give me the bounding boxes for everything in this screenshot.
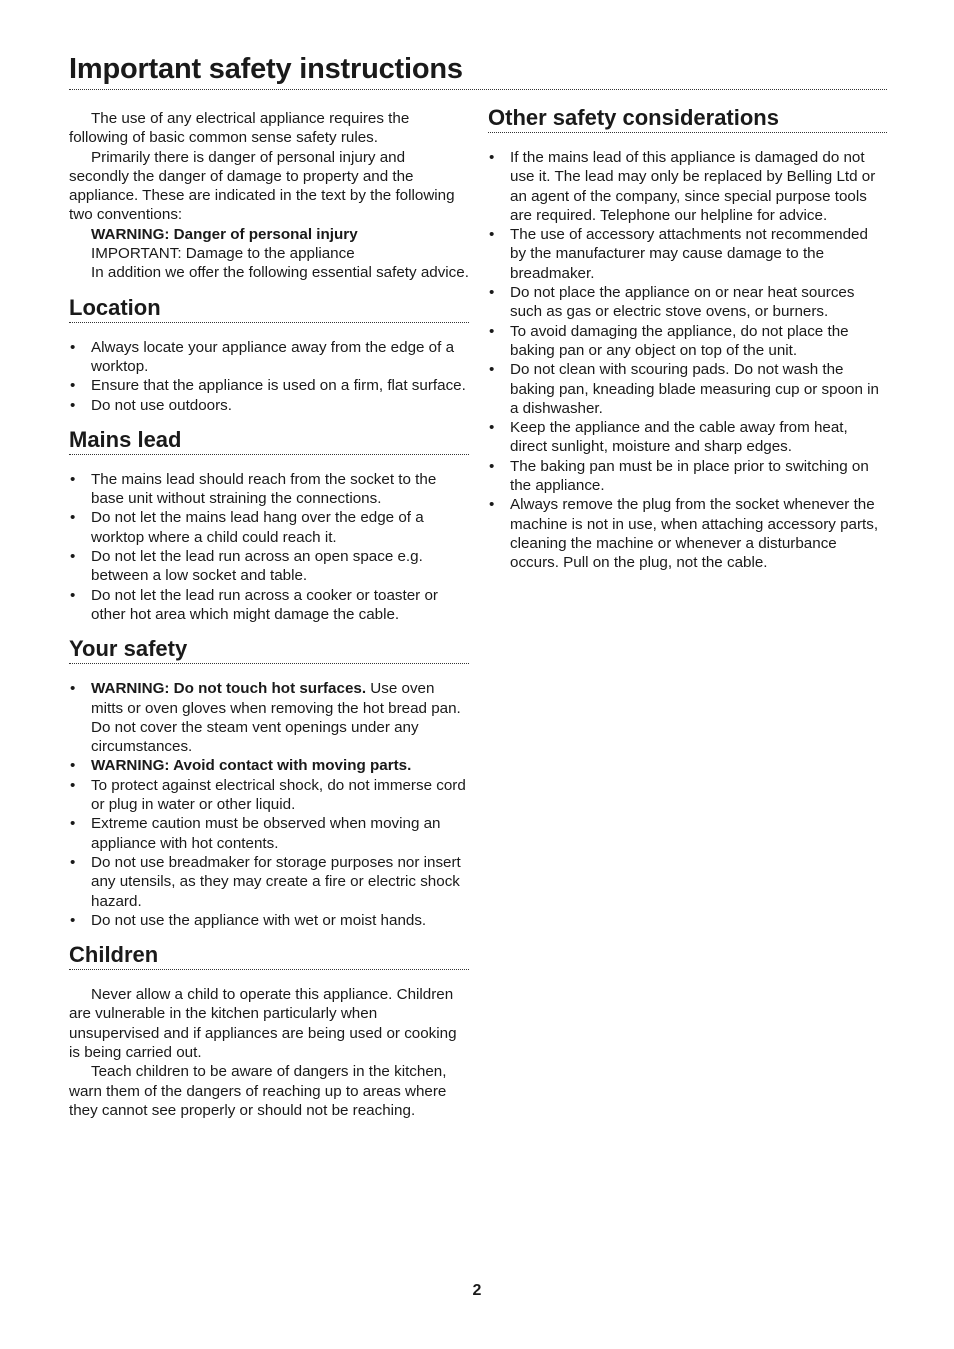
children-paragraph-1: Never allow a child to operate this appliance. Children are vulnerable in the kitchen particularly when unsupervised and if appliances are being used or cooking is being carried out. <box>69 986 457 1061</box>
warning-text: WARNING: Do not touch hot surfaces. <box>91 680 367 698</box>
list-item: • Do not place the appliance on or near heat sources such as gas or electric stove ovens, or burners. <box>489 284 855 321</box>
intro-paragraph-2: Primarily there is danger of personal injury and secondly the danger of damage to property and the appliance. These are indicated in the text by the following two conventions: <box>69 148 455 224</box>
your-safety-list <box>69 679 469 930</box>
children-section <box>69 941 469 1120</box>
list-item: • Keep the appliance and the cable away from heat, direct sunlight, moisture and sharp edges. <box>489 419 848 456</box>
bullet-icon: • <box>70 396 76 414</box>
list-item: • Do not use outdoors. <box>70 396 232 414</box>
your-safety-section <box>69 635 469 930</box>
bullet-icon: • <box>70 911 76 929</box>
warning-text: WARNING: Avoid contact with moving parts. <box>91 757 412 775</box>
bullet-icon: • <box>489 419 495 437</box>
list-item: • Always locate your appliance away from the edge of a worktop. <box>70 338 455 375</box>
page-number: 2 <box>472 1282 482 1299</box>
bullet-icon: • <box>489 322 495 340</box>
list-item: • Do not use the appliance with wet or moist hands. <box>70 911 427 929</box>
bullet-icon: • <box>70 377 76 395</box>
bullet-icon: • <box>489 226 495 244</box>
right-column <box>488 104 887 573</box>
bullet-icon: • <box>70 757 76 775</box>
mains-lead-section <box>69 426 469 624</box>
page-title: Important safety instructions <box>69 50 887 90</box>
mains-lead-list <box>69 470 469 624</box>
intro-paragraph-1: The use of any electrical appliance requires the following of basic common sense safety rules. <box>69 110 410 147</box>
list-item: • Do not use breadmaker for storage purposes nor insert any utensils, as they may create a fire or electric shock hazard. <box>70 853 461 910</box>
list-item: • The use of accessory attachments not recommended by the manufacturer may cause damage to the breadmaker. <box>489 226 868 282</box>
list-item: • The baking pan must be in place prior to switching on the appliance. <box>489 457 869 495</box>
list-item: • Always remove the plug from the socket whenever the machine is not in use, when attaching accessory parts, cleaning the machine or whenever a disturbance occurs. Pull on the plug, not the cable. <box>489 496 879 572</box>
list-item: • Do not let the lead run across an open space e.g. between a low socket and table. <box>70 548 423 585</box>
location-list <box>69 338 469 415</box>
bullet-icon: • <box>489 496 495 514</box>
list-item: • WARNING: Do not touch hot surfaces. Use oven mitts or oven gloves when removing the hot bread pan. Do not cover the steam vent openings under any circumstances. <box>70 680 461 756</box>
list-item: • Extreme caution must be observed when moving an appliance with hot contents. <box>70 815 441 852</box>
bullet-icon: • <box>70 470 76 488</box>
list-item: • The mains lead should reach from the socket to the base unit without straining the connections. <box>70 470 437 508</box>
list-item: • Ensure that the appliance is used on a firm, flat surface. <box>70 377 466 395</box>
bullet-icon: • <box>70 776 76 794</box>
bullet-icon: • <box>70 680 76 698</box>
bullet-icon: • <box>70 509 76 527</box>
left-column <box>69 109 469 1120</box>
your-safety-heading: Your safety <box>69 635 469 664</box>
list-item <box>69 756 469 775</box>
bullet-icon: • <box>70 815 76 833</box>
bullet-icon: • <box>489 361 495 379</box>
intro-paragraph-3: In addition we offer the following essential safety advice. <box>91 264 469 282</box>
other-safety-list <box>488 148 887 573</box>
warning-convention: WARNING: Danger of personal injury <box>91 225 358 243</box>
list-item: • Do not let the mains lead hang over the edge of a worktop where a child could reach it. <box>70 509 424 546</box>
children-heading: Children <box>69 941 469 970</box>
bullet-icon: • <box>70 853 76 871</box>
list-item: • Do not clean with scouring pads. Do not wash the baking pan, kneading blade measuring cup or spoon in a dishwasher. <box>489 361 879 417</box>
location-section <box>69 294 469 415</box>
children-paragraph-2: Teach children to be aware of dangers in the kitchen, warn them of the dangers of reaching up to areas where they cannot see properly or should not be reaching. <box>69 1063 447 1119</box>
bullet-icon: • <box>489 149 495 166</box>
location-heading: Location <box>69 294 469 323</box>
mains-lead-heading: Mains lead <box>69 426 469 455</box>
bullet-icon: • <box>489 284 495 302</box>
bullet-icon: • <box>489 457 495 475</box>
list-item: • To avoid damaging the appliance, do not place the baking pan or any object on top of the unit. <box>489 322 849 359</box>
list-item: • If the mains lead of this appliance is damaged do not use it. The lead may only be replaced by Belling Ltd or an agent of the company, since special purpose tools are required. Telephone our helpline for advice. <box>489 149 876 224</box>
bullet-icon: • <box>70 586 76 604</box>
bullet-icon: • <box>70 548 76 566</box>
bullet-icon: • <box>70 338 76 356</box>
list-item: • To protect against electrical shock, do not immerse cord or plug in water or other liquid. <box>70 776 466 814</box>
list-item: • Do not let the lead run across a cooker or toaster or other hot area which might damage the cable. <box>70 586 438 623</box>
important-convention: IMPORTANT: Damage to the appliance <box>91 245 355 263</box>
other-safety-heading: Other safety considerations <box>488 104 887 133</box>
